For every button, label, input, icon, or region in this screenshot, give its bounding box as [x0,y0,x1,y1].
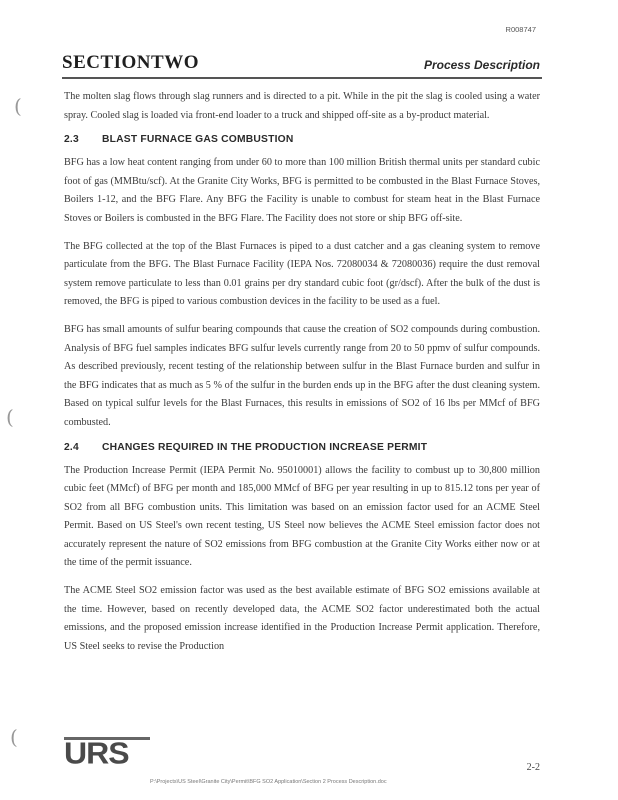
heading-2-3 [64,134,540,145]
heading-2-3-title: BLAST FURNACE GAS COMBUSTION [102,134,294,146]
heading-2-4 [64,442,540,453]
heading-2-3-number: 2.3 [64,134,79,146]
margin-mark-middle: ( [6,405,14,429]
document-id: R008747 [505,25,536,34]
paragraph-emission-factor: The ACME Steel SO2 emission factor was used as the best available estimate of BFG SO2 emissions available at the time. However, based on recently developed data, the ACME SO2 factor underestimated both the actual emissions, and the proposed emission increase identified in the Production Increase Permit application. Therefore, US Steel seeks to revise the Production [64,585,540,652]
page-number: 2-2 [526,762,540,773]
process-title: Process Description [423,58,540,72]
margin-mark-bottom: ( [10,725,18,749]
margin-mark-top: ( [14,94,22,118]
urs-logo: URS [64,735,129,771]
document-body [64,88,540,665]
heading-2-4-number: 2.4 [64,441,79,453]
footer-fine-print: P:\Projects\US Steel\Granite City\Permit\BFG SO2 Application\Section 2 Process Description.doc [150,779,387,785]
section-title: SECTIONTWO [62,52,199,73]
paragraph-bfg-heat: BFG has a low heat content ranging from under 60 to more than 100 million British thermal units per standard cubic foot of gas (MMBtu/scf). At the Granite City Works, BFG is permitted to be combusted in the Blast Furnace Stoves, Boilers 1-12, and the BFG Flare. Any BFG the Facility is unable to combust for steam heat in the Blast Furnace Stoves or Boilers is combusted in the BFG Flare. The Facility does not store or ship BFG off-site. [64,157,540,224]
paragraph-bfg-sulfur: BFG has small amounts of sulfur bearing compounds that cause the creation of SO2 compounds during combustion. Analysis of BFG fuel samples indicates BFG sulfur levels currently range from 20 to 50 ppmv of sulfur compounds. As described previously, recent testing of the relationship between sulfur in the Blast Furnace burden and sulfur in the BFG indicates that as much as 5 % of the sulfur in the burden ends up in the BFG after the dust cleaning system. Based on typical sulfur levels for the Blast Furnaces, this results in emissions of SO2 of 16 lbs per MMcf of BFG combusted. [64,323,540,428]
paragraph-bfg-collection: The BFG collected at the top of the Blast Furnaces is piped to a dust catcher and a gas cleaning system to remove particulate from the BFG. The Blast Furnace Facility (IEPA Nos. 72080034 & 72080036) require the dust removal system remove particulate to less than 0.01 grains per dry standard cubic foot (gr/dscf). After the bulk of the dust is removed, the BFG is piped to various combustion devices in the facility to be used as a fuel. [64,240,540,308]
heading-2-4-title: CHANGES REQUIRED IN THE PRODUCTION INCREASE PERMIT [102,441,428,453]
paragraph-permit-limits: The Production Increase Permit (IEPA Permit No. 95010001) allows the facility to combust up to 30,800 million cubic feet (MMcf) of BFG per month and 185,000 MMcf of BFG per year resulting in up to 815.12 tons per year of SO2 from all BFG combustion units. This limitation was based on an emission factor used for an ACME Steel Permit. Based on US Steel's own recent testing, US Steel now believes the ACME Steel emission factor does not accurately represent the nature of SO2 emissions from BFG combustion at the Granite City Works either now or at the time of the permit issuance. [64,464,540,569]
header-rule [62,77,542,79]
paragraph-slag: The molten slag flows through slag runners and is directed to a pit. While in the pit the slag is cooled using a water spray. Cooled slag is loaded via front-end loader to a truck and shipped off-site as a by-product material. [64,91,540,121]
